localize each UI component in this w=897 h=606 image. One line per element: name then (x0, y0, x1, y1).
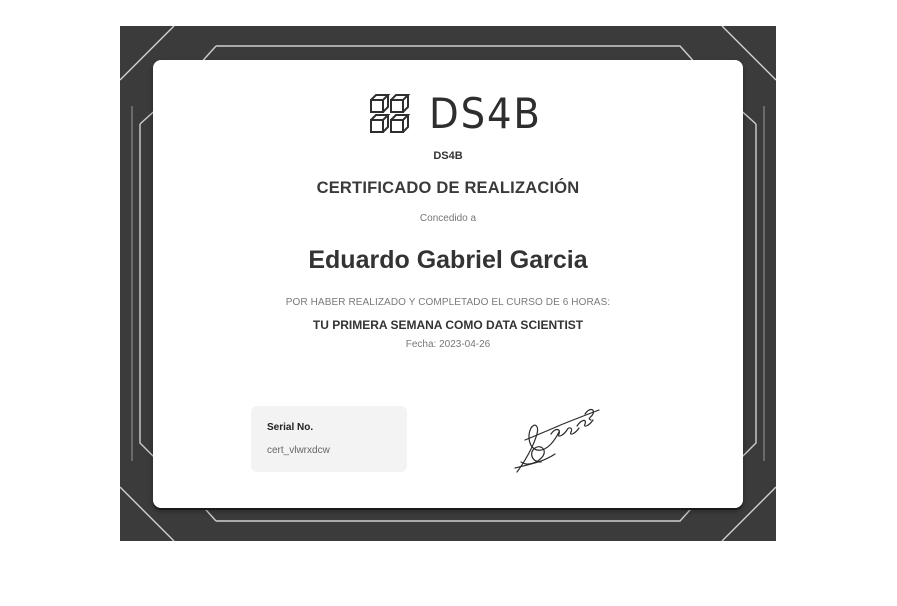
completion-date: Fecha: 2023-04-26 (405, 339, 491, 350)
completion-reason: POR HABER REALIZADO Y COMPLETADO EL CURSO DE 6 HORAS: (285, 297, 611, 308)
logo-wordmark: DS4B (429, 89, 542, 138)
awarded-to-label: Concedido a (419, 213, 477, 224)
certificate-card (153, 60, 743, 508)
serial-label: Serial No. (267, 422, 314, 433)
course-name: TU PRIMERA SEMANA COMO DATA SCIENTIST (312, 318, 584, 332)
brand-logo (367, 89, 542, 138)
organization-name: DS4B (433, 150, 463, 162)
serial-value: cert_vlwrxdcw (267, 445, 330, 456)
recipient-name: Eduardo Gabriel Garcia (308, 246, 588, 274)
cubes-logo-icon (367, 91, 413, 137)
serial-box (251, 406, 407, 472)
signature-image (511, 404, 607, 476)
certificate-title: CERTIFICADO DE REALIZACIÓN (316, 179, 580, 197)
